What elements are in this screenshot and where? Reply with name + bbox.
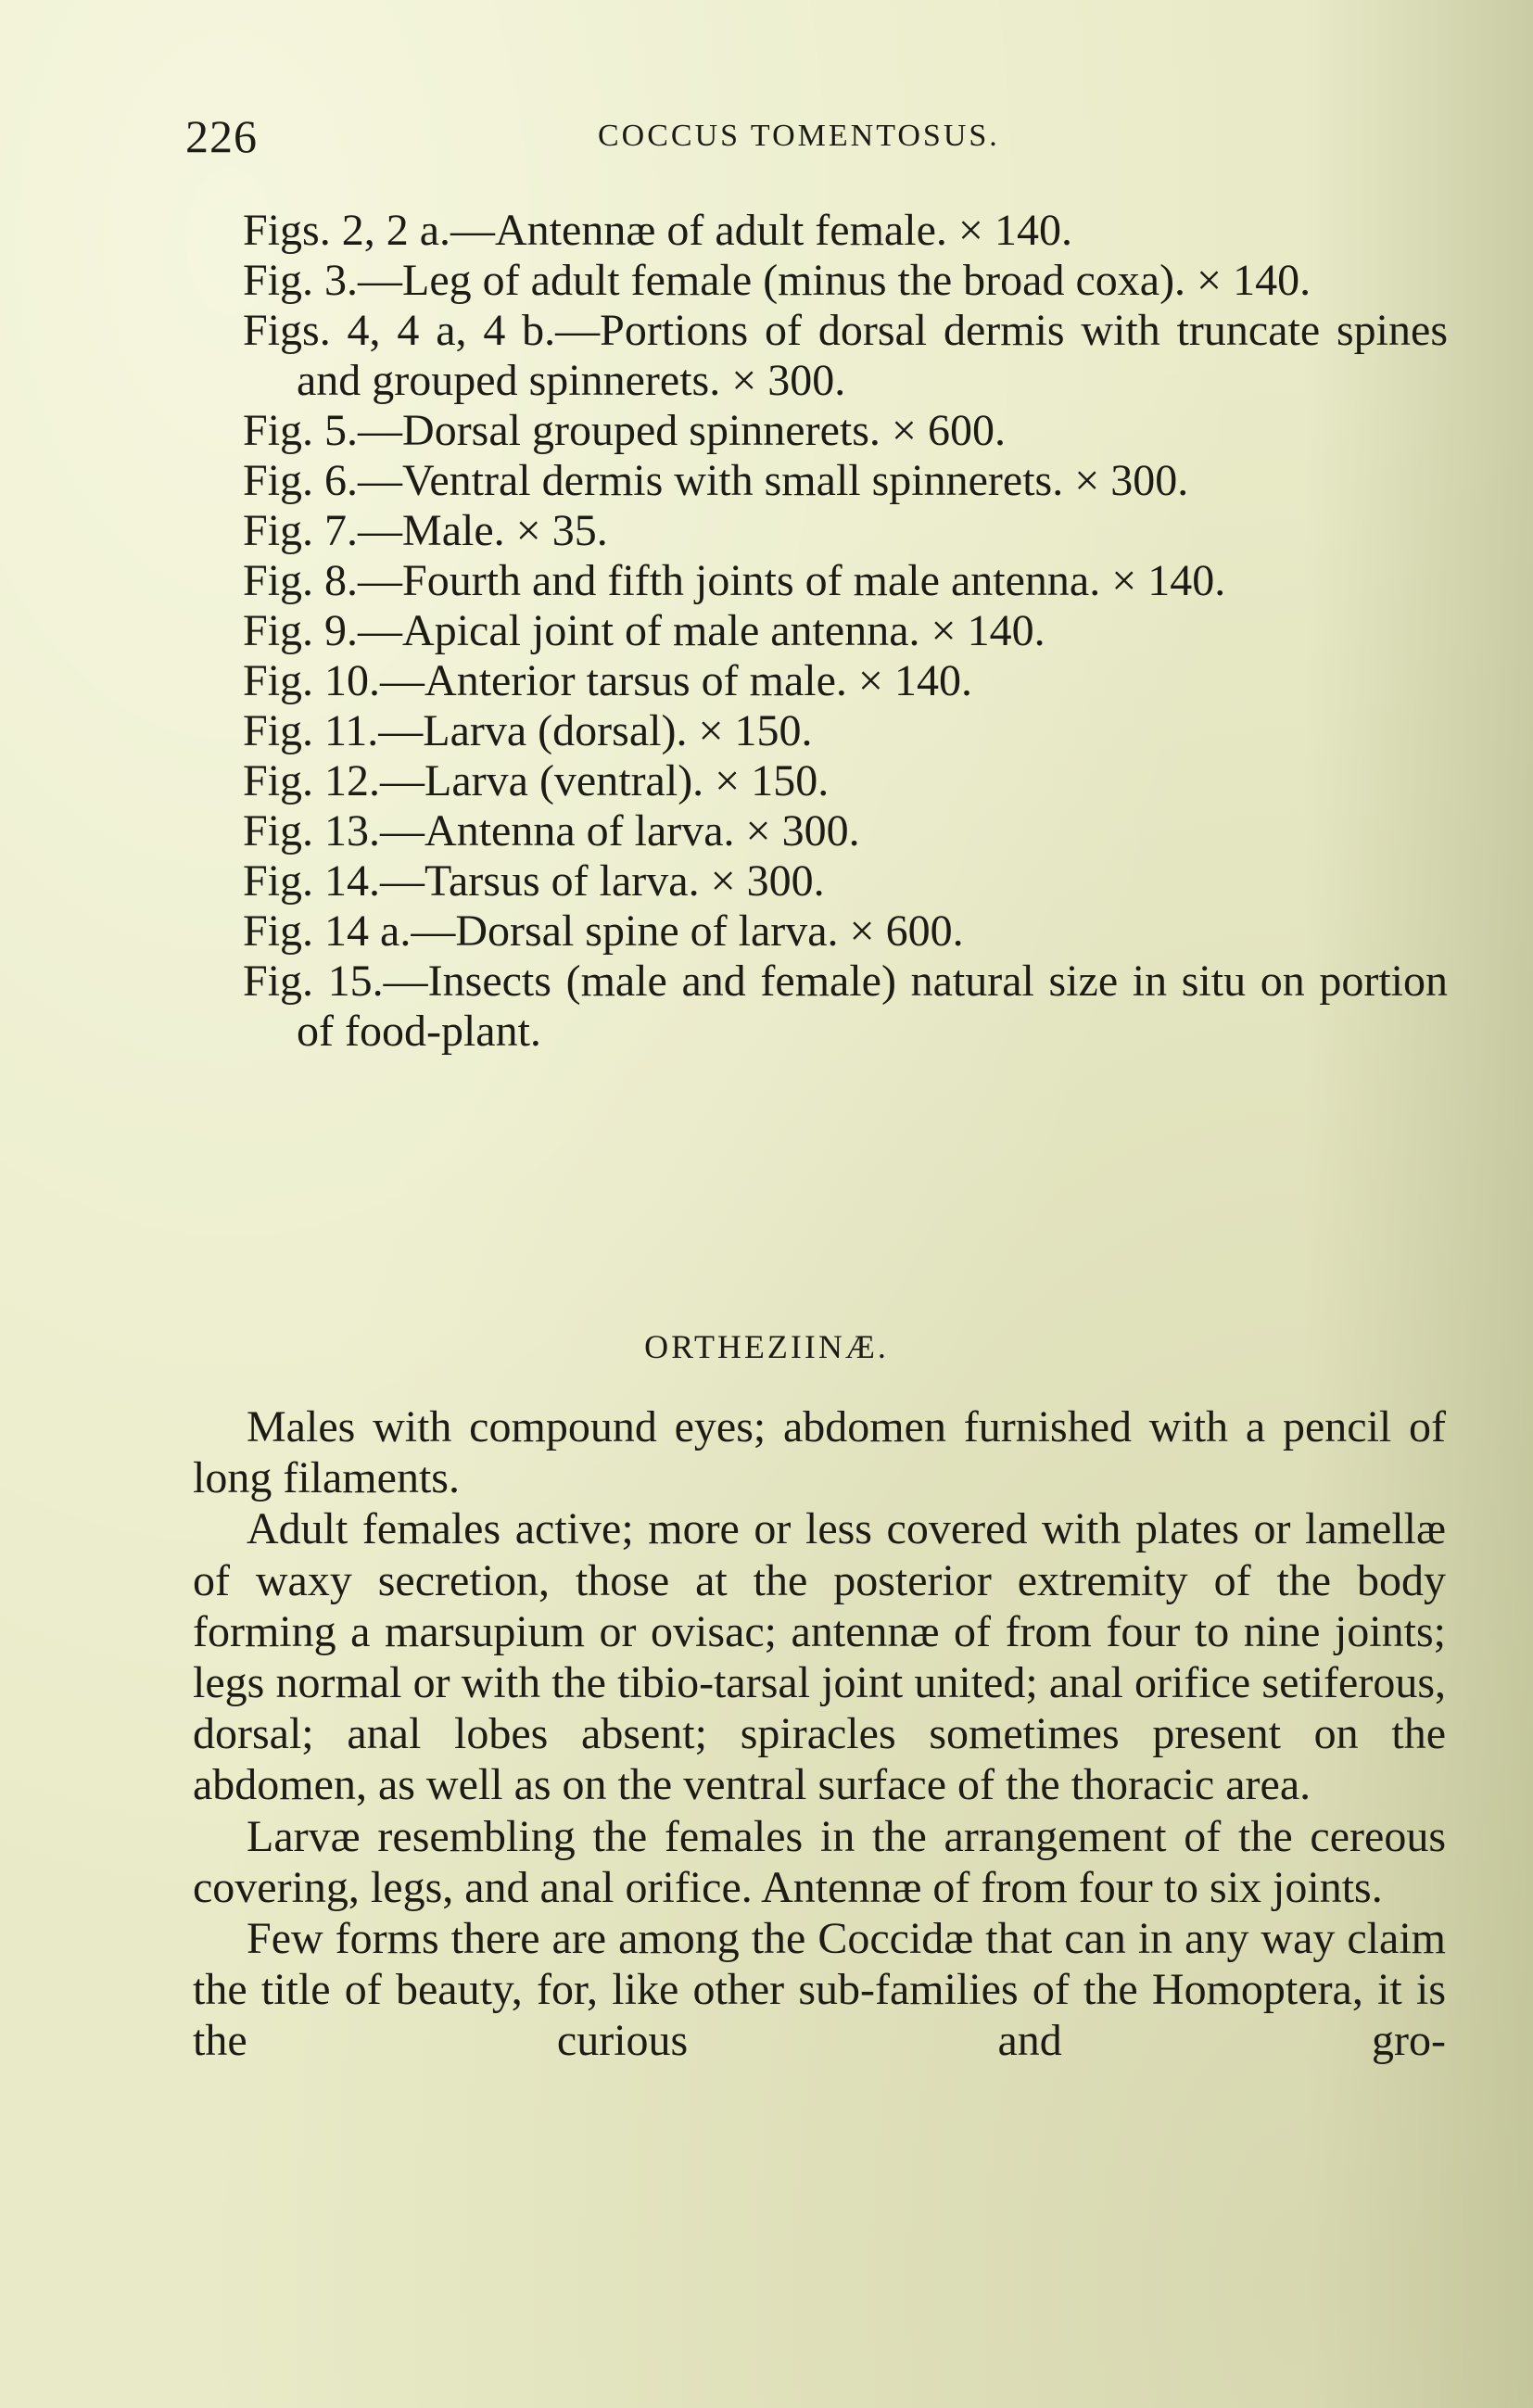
running-title: COCCUS TOMENTOSUS. — [598, 119, 1000, 153]
running-head — [185, 109, 1446, 165]
body-paragraph: Males with compound eyes; abdomen furnished with a pencil of long filaments. — [193, 1402, 1446, 1503]
figure-caption: Fig. 6.—Ventral dermis with small spinnerets. × 300. — [243, 456, 1189, 505]
figure-caption: Fig. 5.—Dorsal grouped spinnerets. × 600. — [243, 406, 1006, 455]
figure-caption: Fig. 7.—Male. × 35. — [243, 506, 608, 555]
figure-caption: Fig. 15.—Insects (male and female) natural size in situ on portion of food-plant. — [243, 957, 1448, 1056]
figure-caption: Figs. 4, 4 a, 4 b.—Portions of dorsal dermis with truncate spines and grouped spinnerets. × 300. — [243, 306, 1448, 405]
section-heading: ORTHEZIINÆ. — [644, 1328, 889, 1365]
page-number: 226 — [185, 110, 258, 162]
figure-caption: Fig. 12.—Larva (ventral). × 150. — [243, 756, 830, 805]
figure-captions-list — [243, 206, 1448, 1057]
figure-caption: Fig. 14.—Tarsus of larva. × 300. — [243, 856, 825, 906]
figure-caption: Fig. 9.—Apical joint of male antenna. × 140. — [243, 606, 1045, 655]
body-paragraph: Few forms there are among the Coccidæ that can in any way claim the title of beauty, for, like other sub-families of the Homoptera, it is the curious and gro- — [193, 1914, 1446, 2066]
figure-caption: Figs. 2, 2 a.—Antennæ of adult female. × 140. — [243, 206, 1072, 255]
section-body — [193, 1401, 1446, 2067]
body-paragraph: Larvæ resembling the females in the arrangement of the cereous covering, legs, and anal orifice. Antennæ of from four to six joints. — [193, 1811, 1446, 1912]
figure-caption: Fig. 10.—Anterior tarsus of male. × 140. — [243, 656, 972, 705]
figure-caption: Fig. 14 a.—Dorsal spine of larva. × 600. — [243, 906, 964, 956]
figure-caption: Fig. 8.—Fourth and fifth joints of male antenna. × 140. — [243, 556, 1226, 605]
body-paragraph: Adult females active; more or less covered with plates or lamellæ of waxy secretion, those at the posterior extremity of the body forming a marsupium or ovisac; antennæ of from four to nine joints; legs normal or with the tibio-tarsal joint united; anal orifice setiferous, dorsal; anal lobes absent; spiracles sometimes present on the abdomen, as well as on the ventral surface of the thoracic area. — [193, 1504, 1446, 1810]
figure-caption: Fig. 3.—Leg of adult female (minus the broad coxa). × 140. — [243, 256, 1311, 305]
figure-caption: Fig. 13.—Antenna of larva. × 300. — [243, 806, 860, 855]
figure-caption: Fig. 11.—Larva (dorsal). × 150. — [243, 706, 813, 755]
